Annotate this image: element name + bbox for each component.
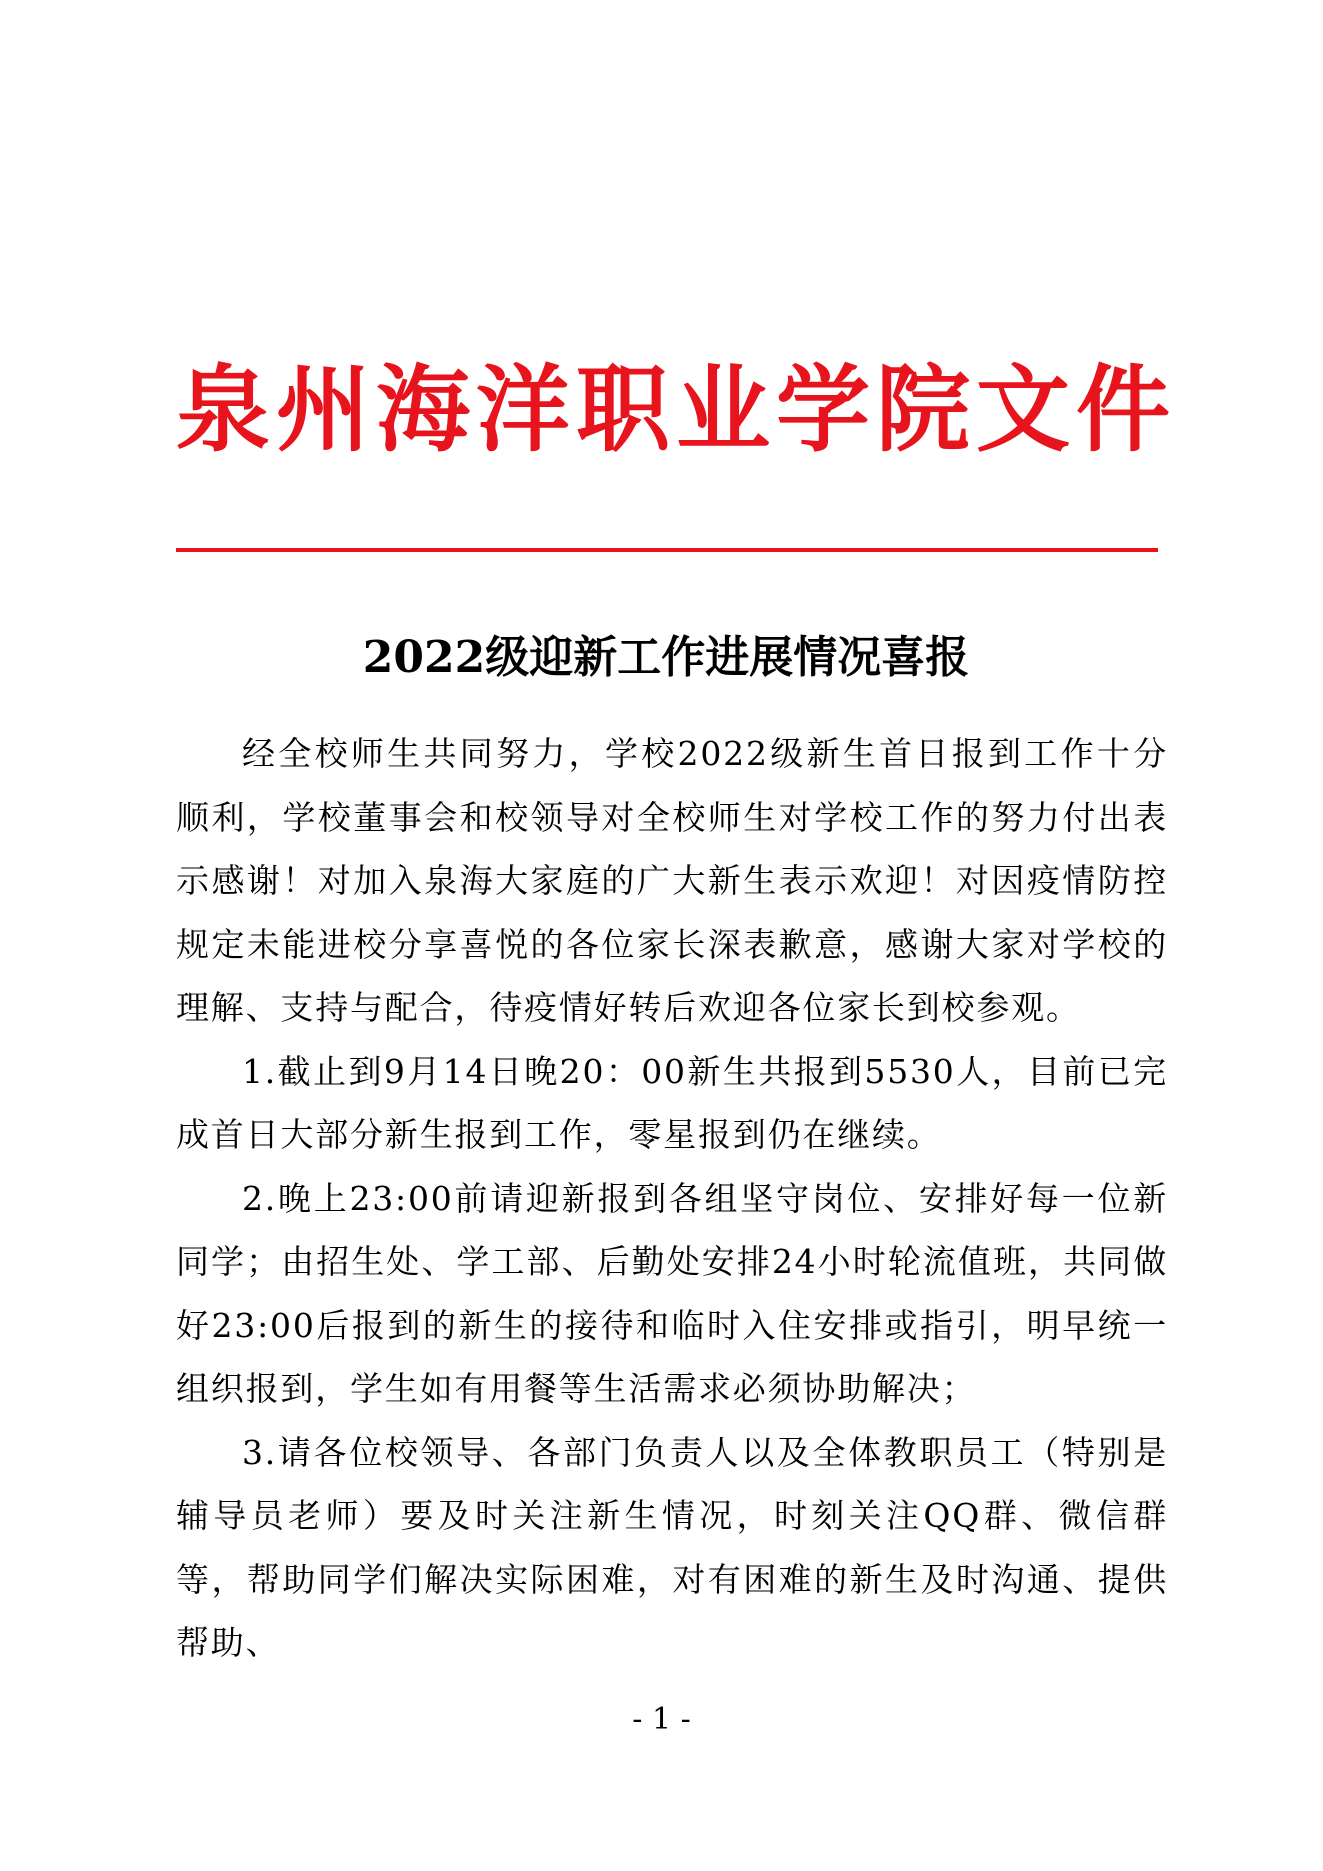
document-body bbox=[176, 722, 1168, 1675]
document-masthead: 泉州海洋职业学院文件 bbox=[176, 355, 1177, 465]
body-paragraph: 1.截止到9月14日晚20：00新生共报到5530人，目前已完成首日大部分新生报到工作，零星报到仍在继续。 bbox=[176, 1051, 1168, 1154]
red-divider-line bbox=[176, 548, 1158, 552]
document-title: 2022级迎新工作进展情况喜报 bbox=[362, 632, 970, 683]
page-number: - 1 - bbox=[632, 1702, 691, 1737]
body-paragraph: 经全校师生共同努力，学校2022级新生首日报到工作十分顺利，学校董事会和校领导对全校师生对学校工作的努力付出表示感谢！对加入泉海大家庭的广大新生表示欢迎！对因疫情防控规定未能进校分享喜悦的各位家长深表歉意，感谢大家对学校的理解、支持与配合，待疫情好转后欢迎各位家长到校参观。 bbox=[176, 734, 1168, 1027]
body-paragraph: 2.晚上23:00前请迎新报到各组坚守岗位、安排好每一位新同学；由招生处、学工部、后勤处安排24小时轮流值班，共同做好23:00后报到的新生的接待和临时入住安排或指引，明早统一组织报到，学生如有用餐等生活需求必须协助解决； bbox=[176, 1178, 1168, 1408]
body-paragraph: 3.请各位校领导、各部门负责人以及全体教职员工（特别是辅导员老师）要及时关注新生情况，时刻关注QQ群、微信群等，帮助同学们解决实际困难，对有困难的新生及时沟通、提供帮助、 bbox=[176, 1432, 1168, 1662]
